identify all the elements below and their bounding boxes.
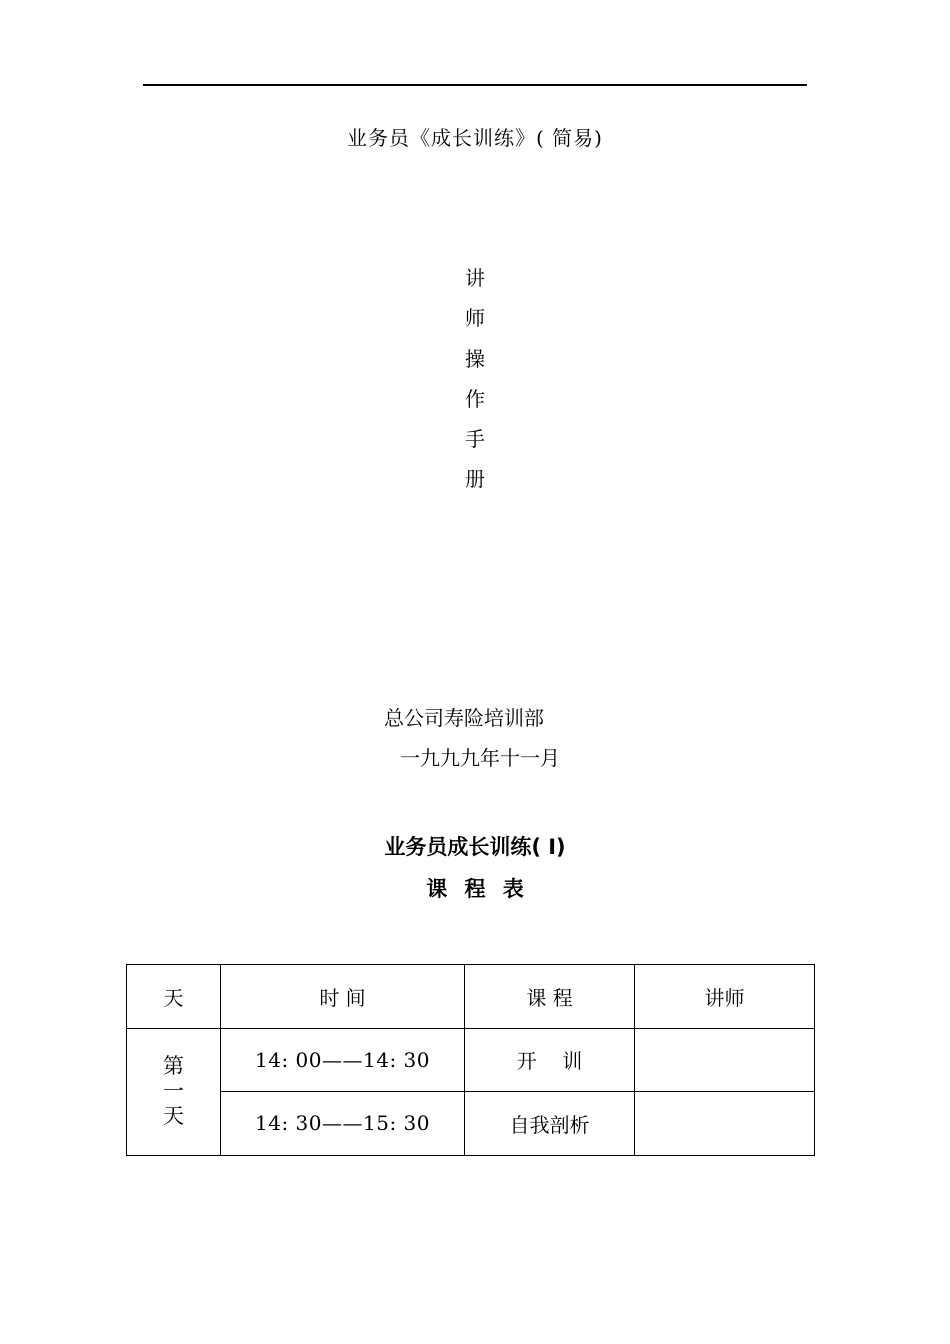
header-day: 天 [127, 965, 221, 1029]
header-time: 时 间 [221, 965, 465, 1029]
lecturer-cell [635, 1092, 815, 1156]
vertical-title-char: 作 [465, 386, 485, 411]
vertical-title-char: 册 [465, 467, 485, 492]
day-label [127, 1028, 221, 1155]
table-row [127, 1092, 815, 1156]
vertical-title-char: 师 [465, 306, 485, 331]
vertical-title-char: 手 [465, 427, 485, 452]
vertical-title [455, 258, 495, 500]
top-rule [143, 84, 807, 86]
vertical-title-char: 讲 [465, 266, 485, 290]
day-label-char: 天 [163, 1104, 184, 1128]
vertical-title-char: 操 [465, 346, 485, 371]
header-lecturer: 讲师 [635, 965, 815, 1029]
table-row [127, 1028, 815, 1092]
day-label-char: 一 [163, 1079, 184, 1103]
header-course: 课 程 [465, 965, 635, 1029]
time-cell: 14: 00——14: 30 [221, 1028, 465, 1092]
table-header-row [127, 965, 815, 1029]
course-cell: 开 训 [465, 1028, 635, 1092]
schedule-table [126, 964, 815, 1156]
issue-date: 一九九九年十一月 [400, 746, 560, 770]
document-title: 业务员《成长训练》( 简易) [347, 126, 603, 150]
schedule-title: 业务员成长训练( Ⅰ) [384, 835, 566, 859]
course-cell: 自我剖析 [465, 1092, 635, 1156]
schedule-subtitle: 课 程 表 [426, 877, 524, 901]
issuer: 总公司寿险培训部 [384, 706, 544, 730]
time-cell: 14: 30——15: 30 [221, 1092, 465, 1156]
day-label-char: 第 [163, 1054, 184, 1078]
lecturer-cell [635, 1028, 815, 1092]
